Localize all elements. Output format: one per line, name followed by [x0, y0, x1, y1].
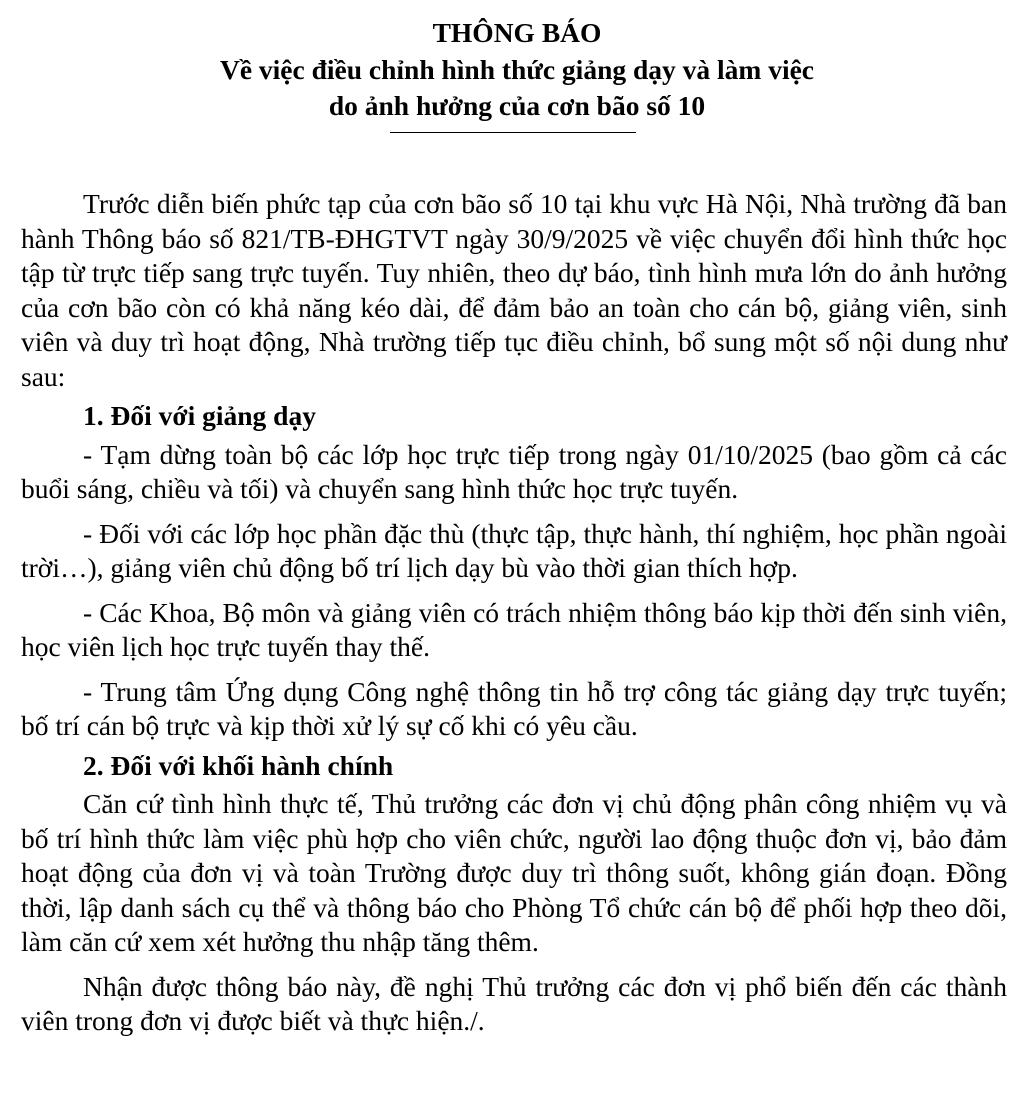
section-2-heading: 2. Đối với khối hành chính [83, 749, 394, 781]
document-subtitle-line-1: Về việc điều chỉnh hình thức giảng dạy và làm việc [219, 54, 815, 85]
document-title: THÔNG BÁO [432, 17, 602, 48]
closing-paragraph: Nhận được thông báo này, đề nghị Thủ trưởng các đơn vị phổ biến đến các thành viên trong đơn vị được biết và thực hiện./. [21, 970, 1007, 1036]
section-2-paragraph: Căn cứ tình hình thực tế, Thủ trưởng các đơn vị chủ động phân công nhiệm vụ và bố trí hình thức làm việc phù hợp cho viên chức, người lao động thuộc đơn vị, bảo đảm hoạt động của đơn vị và toàn Trường được duy trì thông suốt, không gián đoạn. Đồng thời, lập danh sách cụ thể và thông báo cho Phòng Tổ chức cán bộ để phối hợp theo dõi, làm căn cứ xem xét hưởng thu nhập tăng thêm. [21, 788, 1007, 957]
section-1-item-2: - Đối với các lớp học phần đặc thù (thực tập, thực hành, thí nghiệm, học phần ngoài trời…), giảng viên chủ động bố trí lịch dạy bù vào thời gian thích hợp. [21, 517, 1007, 583]
section-1-item-4: - Trung tâm Ứng dụng Công nghệ thông tin hỗ trợ công tác giảng dạy trực tuyến; bố trí cán bộ trực và kịp thời xử lý sự cố khi có yêu cầu. [21, 675, 1007, 741]
section-1-item-1: - Tạm dừng toàn bộ các lớp học trực tiếp trong ngày 01/10/2025 (bao gồm cả các buổi sáng, chiều và tối) và chuyển sang hình thức học trực tuyến. [21, 438, 1007, 504]
document-subtitle-line-2: do ảnh hưởng của cơn bão số 10 [328, 90, 706, 121]
intro-paragraph: Trước diễn biến phức tạp của cơn bão số 10 tại khu vực Hà Nội, Nhà trường đã ban hành Thông báo số 821/TB-ĐHGTVT ngày 30/9/2025 về việc chuyển đổi hình thức học tập từ trực tiếp sang trực tuyến. Tuy nhiên, theo dự báo, tình hình mưa lớn do ảnh hưởng của cơn bão còn có khả năng kéo dài, để đảm bảo an toàn cho cán bộ, giảng viên, sinh viên và duy trì hoạt động, Nhà trường tiếp tục điều chỉnh, bổ sung một số nội dung như sau: [21, 188, 1007, 392]
section-1-item-3: - Các Khoa, Bộ môn và giảng viên có trách nhiệm thông báo kịp thời đến sinh viên, học viên lịch học trực tuyến thay thế. [21, 596, 1007, 662]
cut-off-signature-fragment [660, 1093, 900, 1100]
section-1-heading: 1. Đối với giảng dạy [83, 400, 316, 431]
title-underline [390, 132, 636, 133]
document-body [21, 187, 1007, 1039]
